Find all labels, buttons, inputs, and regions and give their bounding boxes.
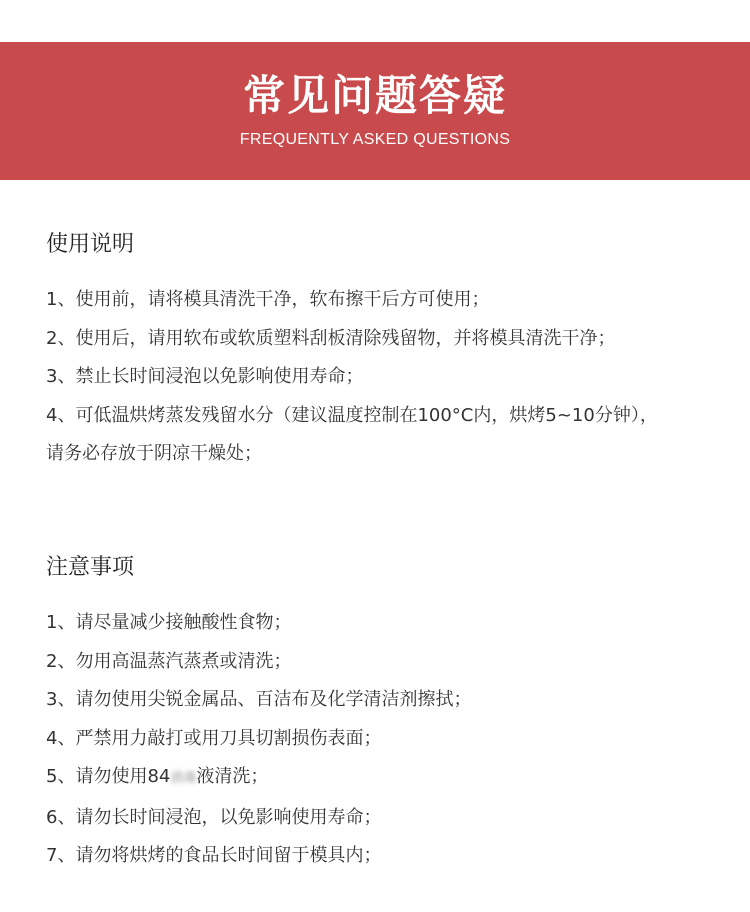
notes-item: 6、请勿长时间浸泡，以免影响使用寿命；: [46, 806, 382, 828]
usage-item: 3、禁止长时间浸泡以免影响使用寿命；: [46, 366, 364, 387]
notes-item: 2、勿用高温蒸汽蒸煮或清洗；: [46, 650, 292, 672]
faq-banner: [0, 42, 750, 180]
notes-item: 4、严禁用力敲打或用刀具切割损伤表面；: [46, 727, 382, 749]
usage-heading: 使用说明: [46, 232, 135, 257]
usage-item: 4、可低温烘烤蒸发残留水分（建议温度控制在100°C内，烘烤5~10分钟），请务必存放于阴凉干燥处；: [46, 404, 658, 464]
notes-section: [46, 552, 666, 876]
page-subtitle: FREQUENTLY ASKED QUESTIONS: [239, 131, 511, 148]
notes-item-blurred: [46, 758, 666, 799]
usage-section: [46, 229, 666, 474]
notes-item-suffix: 液清洗；: [196, 766, 269, 787]
blurred-text: 消毒: [170, 771, 197, 786]
usage-item: 1、使用前，请将模具清洗干净，软布擦干后方可使用；: [46, 289, 490, 310]
notes-item-prefix: 5、请勿使用84: [46, 766, 171, 787]
usage-item: 2、使用后，请用软布或软质塑料刮板清除残留物，并将模具清洗干净；: [46, 327, 616, 349]
notes-item: 1、请尽量减少接触酸性食物；: [46, 612, 292, 633]
notes-item: 7、请勿将烘烤的食品长时间留于模具内；: [46, 845, 382, 866]
notes-heading: 注意事项: [46, 555, 135, 580]
notes-item: 3、请勿使用尖锐金属品、百洁布及化学清洁剂擦拭；: [46, 689, 472, 710]
page-title: 常见问题答疑: [242, 71, 507, 120]
